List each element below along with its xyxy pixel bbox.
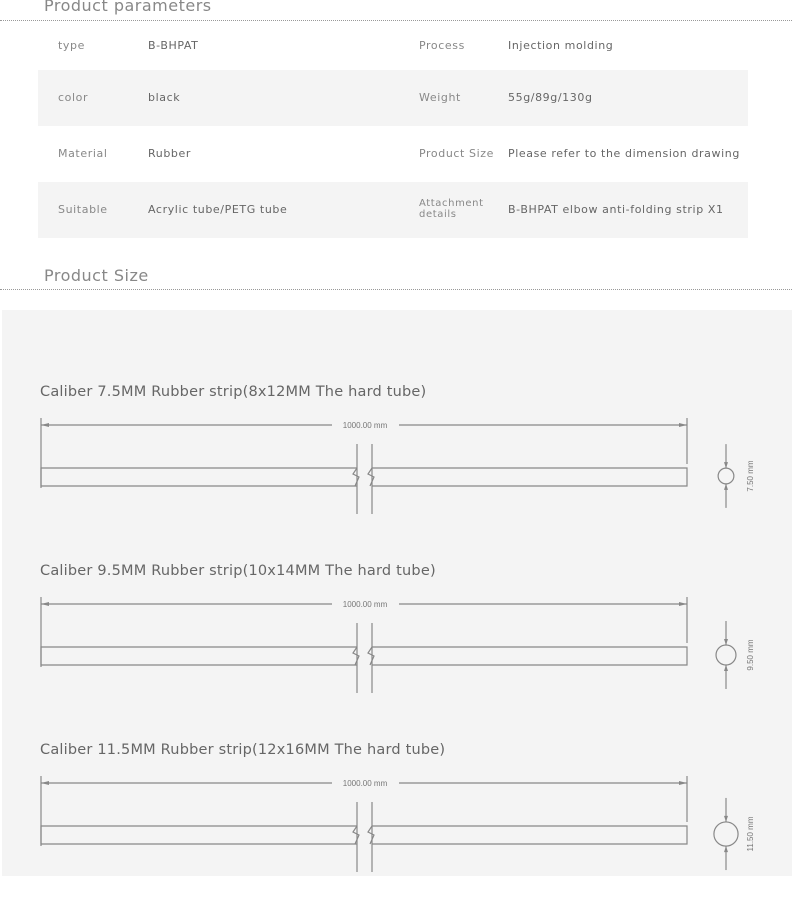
diameter-label: 9.50 mm [746, 639, 755, 671]
arrow-icon [724, 462, 728, 490]
divider [0, 289, 792, 290]
dimension-drawings [2, 310, 792, 876]
param-label: Suitable [58, 203, 108, 216]
section-circle [714, 822, 738, 846]
param-label: Product Size [419, 147, 495, 160]
param-row [38, 126, 748, 182]
param-row [38, 70, 748, 126]
param-value: Injection molding [508, 39, 614, 52]
param-row [38, 182, 748, 238]
param-label: type [58, 39, 85, 52]
dimension-drawing [2, 589, 792, 719]
break-mark [353, 647, 374, 665]
param-row [38, 18, 748, 74]
arrow-icon [724, 639, 728, 671]
param-value: Please refer to the dimension drawing [508, 147, 740, 160]
param-label: Attachment details [419, 198, 484, 220]
size-title: Product Size [44, 266, 149, 285]
param-label: color [58, 91, 89, 104]
param-label: Weight [419, 91, 461, 104]
param-value: black [148, 91, 181, 104]
drawing-caption: Caliber 9.5MM Rubber strip(10x14MM The hard tube) [40, 563, 436, 579]
drawing-caption: Caliber 7.5MM Rubber strip(8x12MM The hard tube) [40, 384, 427, 400]
strip-outline [41, 468, 687, 486]
param-label: Process [419, 39, 465, 52]
param-value: Acrylic tube/PETG tube [148, 203, 288, 216]
break-mark [353, 826, 374, 844]
param-label: Material [58, 147, 108, 160]
param-value: B-BHPAT [148, 39, 199, 52]
diameter-label: 11.50 mm [746, 816, 755, 852]
param-value: 55g/89g/130g [508, 91, 593, 104]
break-mark [353, 468, 374, 486]
strip-outline [41, 826, 687, 844]
section-circle [718, 468, 734, 484]
length-label: 1000.00 mm [342, 600, 388, 609]
params-title: Product parameters [44, 0, 212, 15]
diameter-label: 7.50 mm [746, 460, 755, 492]
arrow-icon [724, 816, 728, 852]
dimension-drawing [2, 768, 792, 898]
drawing-caption: Caliber 11.5MM Rubber strip(12x16MM The hard tube) [40, 742, 446, 758]
section-circle [716, 645, 736, 665]
dimension-drawing [2, 410, 792, 540]
param-value: Rubber [148, 147, 191, 160]
strip-outline [41, 647, 687, 665]
length-label: 1000.00 mm [342, 421, 388, 430]
length-label: 1000.00 mm [342, 779, 388, 788]
param-value: B-BHPAT elbow anti-folding strip X1 [508, 203, 724, 216]
